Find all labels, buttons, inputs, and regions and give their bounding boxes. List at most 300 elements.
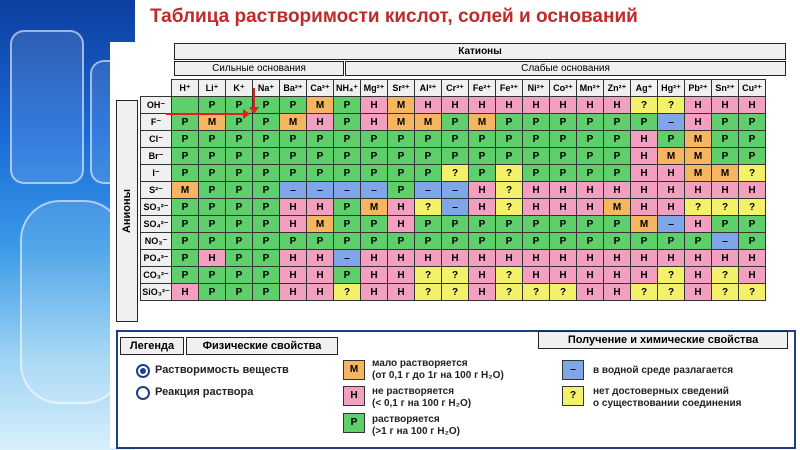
solubility-cell[interactable]: Н (685, 284, 712, 301)
solubility-cell[interactable]: Р (739, 131, 766, 148)
solubility-cell[interactable]: Р (172, 216, 199, 233)
solubility-cell[interactable]: Р (550, 216, 577, 233)
solubility-cell[interactable]: Р (280, 148, 307, 165)
solubility-cell[interactable]: Р (388, 165, 415, 182)
solubility-cell[interactable]: Н (307, 267, 334, 284)
solubility-cell[interactable]: Р (334, 148, 361, 165)
solubility-cell[interactable]: ? (685, 199, 712, 216)
solubility-cell[interactable]: Р (172, 199, 199, 216)
solubility-cell[interactable]: Н (388, 284, 415, 301)
solubility-cell[interactable]: Н (361, 97, 388, 114)
solubility-cell[interactable]: Н (631, 182, 658, 199)
solubility-cell[interactable]: Н (523, 250, 550, 267)
solubility-cell[interactable]: Н (685, 216, 712, 233)
legend-n-text: не растворяется (< 0,1 г на 100 г H₂O) (372, 386, 472, 409)
solubility-cell[interactable]: М (388, 97, 415, 114)
solubility-cell[interactable]: – (334, 250, 361, 267)
solubility-cell[interactable]: Н (280, 250, 307, 267)
solubility-cell[interactable]: Р (658, 131, 685, 148)
solubility-cell[interactable]: ? (442, 165, 469, 182)
radio-reaction-label: Реакция раствора (155, 386, 254, 398)
solubility-cell[interactable]: Н (496, 250, 523, 267)
solubility-cell[interactable]: Р (415, 131, 442, 148)
solubility-cell[interactable]: Р (172, 148, 199, 165)
solubility-cell[interactable]: ? (658, 97, 685, 114)
solubility-cell[interactable] (172, 97, 199, 114)
solubility-cell[interactable]: – (334, 182, 361, 199)
solubility-cell[interactable]: Р (226, 250, 253, 267)
solubility-cell[interactable]: Р (496, 148, 523, 165)
solubility-cell[interactable]: ? (496, 199, 523, 216)
solubility-cell[interactable]: Р (226, 284, 253, 301)
solubility-cell[interactable]: Р (226, 267, 253, 284)
anion-header: SiO₃²⁻ (141, 284, 172, 301)
radio-solubility-label: Растворимость веществ (155, 364, 289, 376)
solubility-cell[interactable]: ? (739, 284, 766, 301)
solubility-cell[interactable]: Н (550, 182, 577, 199)
solubility-cell[interactable]: Н (307, 114, 334, 131)
solubility-cell[interactable]: Р (442, 131, 469, 148)
solubility-cell[interactable]: Н (739, 267, 766, 284)
solubility-cell[interactable]: Н (469, 267, 496, 284)
solubility-cell[interactable]: Р (739, 148, 766, 165)
tab-chemical-properties[interactable]: Получение и химические свойства (538, 331, 788, 349)
solubility-cell[interactable]: Н (307, 284, 334, 301)
tab-physical-properties[interactable]: Физические свойства (186, 337, 338, 355)
solubility-cell[interactable]: Н (739, 97, 766, 114)
solubility-cell[interactable]: Н (685, 267, 712, 284)
solubility-cell[interactable]: Р (199, 182, 226, 199)
solubility-cell[interactable]: Р (172, 267, 199, 284)
weak-bases-header: Слабые основания (345, 61, 786, 76)
solubility-cell[interactable]: Н (442, 97, 469, 114)
solubility-cell[interactable]: ? (631, 97, 658, 114)
solubility-cell[interactable]: Р (280, 165, 307, 182)
solubility-cell[interactable]: Р (523, 131, 550, 148)
solubility-cell[interactable]: Р (496, 114, 523, 131)
solubility-cell[interactable]: Н (604, 97, 631, 114)
solubility-cell[interactable]: Р (226, 114, 253, 131)
solubility-cell[interactable]: Н (658, 250, 685, 267)
anion-header: OH⁻ (141, 97, 172, 114)
cation-header: Mg²⁺ (361, 80, 388, 97)
solubility-cell[interactable]: М (307, 97, 334, 114)
solubility-cell[interactable]: Н (631, 131, 658, 148)
solubility-cell[interactable]: Р (253, 114, 280, 131)
solubility-cell[interactable]: ? (550, 284, 577, 301)
solubility-cell[interactable]: Н (523, 199, 550, 216)
solubility-cell[interactable]: Р (226, 131, 253, 148)
solubility-cell[interactable]: Р (253, 267, 280, 284)
solubility-cell[interactable]: М (388, 114, 415, 131)
cation-header: NH₄⁺ (334, 80, 361, 97)
solubility-cell[interactable]: Р (226, 165, 253, 182)
solubility-cell[interactable]: Н (361, 267, 388, 284)
solubility-cell[interactable]: Р (199, 284, 226, 301)
solubility-cell[interactable]: Р (199, 148, 226, 165)
solubility-cell[interactable]: Н (712, 97, 739, 114)
solubility-cell[interactable]: Р (172, 165, 199, 182)
solubility-cell[interactable]: Р (253, 148, 280, 165)
solubility-cell[interactable]: ? (496, 267, 523, 284)
solubility-cell[interactable]: ? (658, 267, 685, 284)
solubility-cell[interactable]: Н (415, 250, 442, 267)
solubility-cell[interactable]: Р (577, 216, 604, 233)
solubility-cell[interactable]: Н (280, 199, 307, 216)
solubility-cell[interactable]: Н (307, 250, 334, 267)
solubility-cell[interactable]: ? (496, 182, 523, 199)
solubility-cell[interactable]: – (658, 216, 685, 233)
solubility-cell[interactable]: Р (172, 233, 199, 250)
solubility-cell[interactable]: Н (577, 284, 604, 301)
solubility-cell[interactable]: Н (172, 284, 199, 301)
solubility-cell[interactable]: Р (550, 233, 577, 250)
solubility-cell[interactable]: Н (442, 250, 469, 267)
legend-swatch-q: ? (562, 386, 584, 406)
solubility-cell[interactable]: Н (469, 250, 496, 267)
solubility-cell[interactable]: Н (523, 182, 550, 199)
cation-header: Sn²⁺ (712, 80, 739, 97)
solubility-cell[interactable]: ? (658, 284, 685, 301)
solubility-cell[interactable]: Р (712, 216, 739, 233)
solubility-cell[interactable]: Р (388, 182, 415, 199)
solubility-cell[interactable]: Р (334, 165, 361, 182)
solubility-cell[interactable]: Р (577, 114, 604, 131)
solubility-cell[interactable]: М (685, 131, 712, 148)
solubility-cell[interactable]: Р (226, 233, 253, 250)
table-row (141, 267, 766, 284)
solubility-cell[interactable]: Р (469, 165, 496, 182)
solubility-cell[interactable]: Р (739, 216, 766, 233)
tab-legend[interactable]: Легенда (120, 337, 184, 355)
solubility-cell[interactable]: Р (172, 131, 199, 148)
legend-swatch-p: Р (343, 413, 365, 433)
solubility-cell[interactable]: Р (523, 148, 550, 165)
solubility-cell[interactable]: Н (496, 97, 523, 114)
solubility-cell[interactable]: Н (577, 97, 604, 114)
cation-header: K⁺ (226, 80, 253, 97)
solubility-cell[interactable]: ? (712, 284, 739, 301)
solubility-cell[interactable]: Р (334, 267, 361, 284)
solubility-cell[interactable]: Р (253, 199, 280, 216)
solubility-cell[interactable]: Р (523, 114, 550, 131)
solubility-cell[interactable]: Р (226, 216, 253, 233)
solubility-cell[interactable]: Н (280, 284, 307, 301)
solubility-cell[interactable]: Н (577, 182, 604, 199)
solubility-cell[interactable]: ? (442, 267, 469, 284)
solubility-cell[interactable]: Р (469, 131, 496, 148)
solubility-cell[interactable]: Н (685, 114, 712, 131)
solubility-cell[interactable]: М (685, 165, 712, 182)
solubility-cell[interactable]: Р (604, 233, 631, 250)
solubility-cell[interactable]: М (172, 182, 199, 199)
solubility-cell[interactable]: Н (280, 216, 307, 233)
solubility-cell[interactable]: Р (388, 148, 415, 165)
solubility-cell[interactable]: М (280, 114, 307, 131)
table-row (141, 216, 766, 233)
solubility-cell[interactable]: Н (604, 284, 631, 301)
solubility-cell[interactable]: Н (739, 250, 766, 267)
solubility-cell[interactable]: – (712, 233, 739, 250)
solubility-cell[interactable]: Р (631, 114, 658, 131)
solubility-cell[interactable]: Р (199, 233, 226, 250)
solubility-cell[interactable]: Р (307, 233, 334, 250)
page-title: Таблица растворимости кислот, солей и оснований (150, 6, 638, 27)
cation-header: Ca²⁺ (307, 80, 334, 97)
solubility-cell[interactable]: ? (496, 284, 523, 301)
solubility-cell[interactable]: Р (199, 267, 226, 284)
table-row (141, 114, 766, 131)
solubility-cell[interactable]: Р (334, 199, 361, 216)
solubility-cell[interactable]: Р (604, 114, 631, 131)
solubility-cell[interactable]: М (307, 216, 334, 233)
solubility-cell[interactable]: Р (388, 131, 415, 148)
solubility-cell[interactable]: Р (415, 233, 442, 250)
solubility-cell[interactable]: Р (253, 250, 280, 267)
solubility-cell[interactable]: Н (361, 284, 388, 301)
solubility-cell[interactable]: Н (361, 114, 388, 131)
solubility-cell[interactable]: Р (226, 182, 253, 199)
solubility-cell[interactable]: Н (658, 165, 685, 182)
solubility-cell[interactable]: Н (685, 250, 712, 267)
solubility-cell[interactable]: – (307, 182, 334, 199)
solubility-cell[interactable]: Н (361, 250, 388, 267)
solubility-cell[interactable]: Н (685, 97, 712, 114)
solubility-cell[interactable]: Р (442, 233, 469, 250)
solubility-cell[interactable]: Н (685, 182, 712, 199)
solubility-cell[interactable]: Р (280, 131, 307, 148)
solubility-cell[interactable]: Н (469, 97, 496, 114)
solubility-cell[interactable]: Р (226, 97, 253, 114)
solubility-cell[interactable]: Н (712, 250, 739, 267)
cation-header: Al³⁺ (415, 80, 442, 97)
solubility-cell[interactable]: Р (253, 165, 280, 182)
solubility-cell[interactable]: Р (334, 131, 361, 148)
solubility-cell[interactable]: Н (415, 97, 442, 114)
solubility-cell[interactable]: Р (415, 216, 442, 233)
solubility-cell[interactable]: ? (442, 284, 469, 301)
solubility-cell[interactable]: Р (442, 148, 469, 165)
solubility-cell[interactable]: Н (523, 267, 550, 284)
solubility-cell[interactable]: Р (253, 284, 280, 301)
solubility-cell[interactable]: Р (334, 216, 361, 233)
solubility-cell[interactable]: Р (496, 233, 523, 250)
solubility-cell[interactable]: Р (604, 131, 631, 148)
solubility-cell[interactable]: Р (361, 131, 388, 148)
solubility-cell[interactable]: Н (550, 199, 577, 216)
solubility-cell[interactable]: Н (631, 199, 658, 216)
solubility-cell[interactable]: Р (739, 114, 766, 131)
solubility-cell[interactable]: Р (334, 233, 361, 250)
solubility-cell[interactable]: Р (496, 131, 523, 148)
solubility-cell[interactable]: Н (199, 250, 226, 267)
solubility-cell[interactable]: ? (739, 199, 766, 216)
solubility-cell[interactable]: М (631, 216, 658, 233)
cation-header: Na⁺ (253, 80, 280, 97)
solubility-cell[interactable]: Р (199, 199, 226, 216)
solubility-cell[interactable]: Р (442, 114, 469, 131)
radio-solubility[interactable] (136, 364, 150, 378)
solubility-cell[interactable]: Р (550, 165, 577, 182)
solubility-cell[interactable]: Р (307, 148, 334, 165)
solubility-cell[interactable]: Р (253, 131, 280, 148)
solubility-cell[interactable]: Р (469, 216, 496, 233)
cation-header: Co²⁺ (550, 80, 577, 97)
solubility-cell[interactable]: Н (469, 182, 496, 199)
solubility-cell[interactable]: Н (604, 182, 631, 199)
solubility-cell[interactable]: Р (631, 233, 658, 250)
solubility-cell[interactable]: Р (199, 131, 226, 148)
solubility-cell[interactable]: Р (712, 114, 739, 131)
solubility-cell[interactable]: Р (442, 216, 469, 233)
solubility-cell[interactable]: Р (415, 148, 442, 165)
solubility-cell[interactable]: Р (685, 233, 712, 250)
solubility-cell[interactable]: М (415, 114, 442, 131)
solubility-cell[interactable]: Н (550, 97, 577, 114)
solubility-cell[interactable]: Р (550, 114, 577, 131)
solubility-cell[interactable]: Р (253, 233, 280, 250)
solubility-cell[interactable]: Н (307, 199, 334, 216)
solubility-cell[interactable]: Р (604, 216, 631, 233)
solubility-cell[interactable]: Р (712, 131, 739, 148)
solubility-cell[interactable]: – (415, 182, 442, 199)
solubility-cell[interactable]: Н (388, 216, 415, 233)
solubility-cell[interactable]: М (712, 165, 739, 182)
solubility-cell[interactable]: Р (307, 165, 334, 182)
legend-dash-text: в водной среде разлагается (593, 365, 734, 376)
solubility-cell[interactable]: Р (739, 233, 766, 250)
cation-header: Ni²⁺ (523, 80, 550, 97)
solubility-cell[interactable]: Р (604, 165, 631, 182)
solubility-cell[interactable]: М (658, 148, 685, 165)
solubility-cell[interactable]: Р (172, 114, 199, 131)
table-row (141, 199, 766, 216)
solubility-cell[interactable]: Р (253, 216, 280, 233)
solubility-cell[interactable]: Н (469, 199, 496, 216)
solubility-cell[interactable]: Н (550, 267, 577, 284)
solubility-cell[interactable]: Р (415, 165, 442, 182)
solubility-cell[interactable]: Р (496, 216, 523, 233)
solubility-cell[interactable]: Р (361, 233, 388, 250)
cation-header: Cu²⁺ (739, 80, 766, 97)
solubility-cell[interactable]: М (361, 199, 388, 216)
solubility-cell[interactable]: Р (334, 114, 361, 131)
radio-reaction[interactable] (136, 386, 150, 400)
solubility-cell[interactable]: Н (388, 267, 415, 284)
solubility-cell[interactable]: Р (469, 148, 496, 165)
solubility-cell[interactable]: Р (199, 165, 226, 182)
solubility-cell[interactable]: Р (577, 148, 604, 165)
solubility-cell[interactable]: ? (631, 284, 658, 301)
solubility-cell[interactable]: Н (388, 199, 415, 216)
solubility-cell[interactable]: Н (712, 182, 739, 199)
solubility-cell[interactable]: – (442, 199, 469, 216)
solubility-cell[interactable]: Н (604, 267, 631, 284)
solubility-cell[interactable]: Р (172, 250, 199, 267)
solubility-cell[interactable]: ? (739, 165, 766, 182)
table-row (141, 284, 766, 301)
solubility-cell[interactable]: Н (577, 250, 604, 267)
solubility-cell[interactable]: ? (415, 199, 442, 216)
solubility-cell[interactable]: Р (523, 216, 550, 233)
solubility-cell[interactable]: – (442, 182, 469, 199)
solubility-cell[interactable]: Р (388, 233, 415, 250)
solubility-cell[interactable]: Р (469, 233, 496, 250)
solubility-cell[interactable]: ? (334, 284, 361, 301)
solubility-cell[interactable]: Р (334, 97, 361, 114)
solubility-cell[interactable]: М (199, 114, 226, 131)
solubility-cell[interactable]: М (604, 199, 631, 216)
solubility-cell[interactable]: Р (280, 97, 307, 114)
solubility-cell[interactable]: Н (658, 199, 685, 216)
solubility-cell[interactable]: Н (631, 250, 658, 267)
solubility-cell[interactable]: Н (523, 97, 550, 114)
solubility-cell[interactable]: Р (253, 182, 280, 199)
solubility-cell[interactable]: Н (658, 182, 685, 199)
solubility-cell[interactable]: Р (550, 148, 577, 165)
solubility-cell[interactable]: Р (199, 97, 226, 114)
solubility-cell[interactable]: Н (550, 250, 577, 267)
solubility-cell[interactable]: Н (631, 267, 658, 284)
solubility-cell[interactable]: Р (307, 131, 334, 148)
solubility-cell[interactable]: ? (415, 284, 442, 301)
solubility-cell[interactable]: – (280, 182, 307, 199)
solubility-cell[interactable]: Н (280, 267, 307, 284)
solubility-cell[interactable]: Р (199, 216, 226, 233)
solubility-cell[interactable]: Р (226, 199, 253, 216)
solubility-cell[interactable]: – (658, 114, 685, 131)
solubility-cell[interactable]: Н (604, 250, 631, 267)
solubility-cell[interactable]: ? (712, 267, 739, 284)
solubility-cell[interactable]: ? (712, 199, 739, 216)
anions-label: Анионы (116, 100, 138, 322)
cation-header: Hg²⁺ (658, 80, 685, 97)
solubility-cell[interactable]: Р (712, 148, 739, 165)
solubility-cell[interactable]: Р (550, 131, 577, 148)
solubility-cell[interactable]: Н (577, 267, 604, 284)
solubility-cell[interactable]: Н (631, 148, 658, 165)
solubility-cell[interactable]: Н (631, 165, 658, 182)
solubility-cell[interactable]: Р (361, 165, 388, 182)
solubility-cell[interactable]: Р (604, 148, 631, 165)
solubility-cell[interactable]: Р (523, 165, 550, 182)
solubility-cell[interactable]: Р (361, 216, 388, 233)
solubility-cell[interactable]: М (685, 148, 712, 165)
solubility-cell[interactable]: Р (226, 148, 253, 165)
solubility-cell[interactable]: ? (523, 284, 550, 301)
solubility-cell[interactable]: Н (739, 182, 766, 199)
solubility-cell[interactable]: Н (469, 284, 496, 301)
solubility-cell[interactable]: М (469, 114, 496, 131)
solubility-cell[interactable]: ? (415, 267, 442, 284)
solubility-cell[interactable]: Р (361, 148, 388, 165)
cation-header: Ag⁺ (631, 80, 658, 97)
solubility-cell[interactable]: Р (253, 97, 280, 114)
solubility-cell[interactable]: ? (496, 165, 523, 182)
solubility-cell[interactable]: Н (388, 250, 415, 267)
solubility-cell[interactable]: Р (658, 233, 685, 250)
table-corner (141, 80, 172, 97)
solubility-cell[interactable]: Р (280, 233, 307, 250)
solubility-cell[interactable]: Р (577, 131, 604, 148)
solubility-cell[interactable]: – (361, 182, 388, 199)
red-arrow-horizontal (166, 113, 244, 115)
table-row (141, 182, 766, 199)
solubility-cell[interactable]: Р (577, 233, 604, 250)
solubility-cell[interactable]: Р (523, 233, 550, 250)
solubility-cell[interactable]: Р (577, 165, 604, 182)
solubility-cell[interactable]: Н (577, 199, 604, 216)
